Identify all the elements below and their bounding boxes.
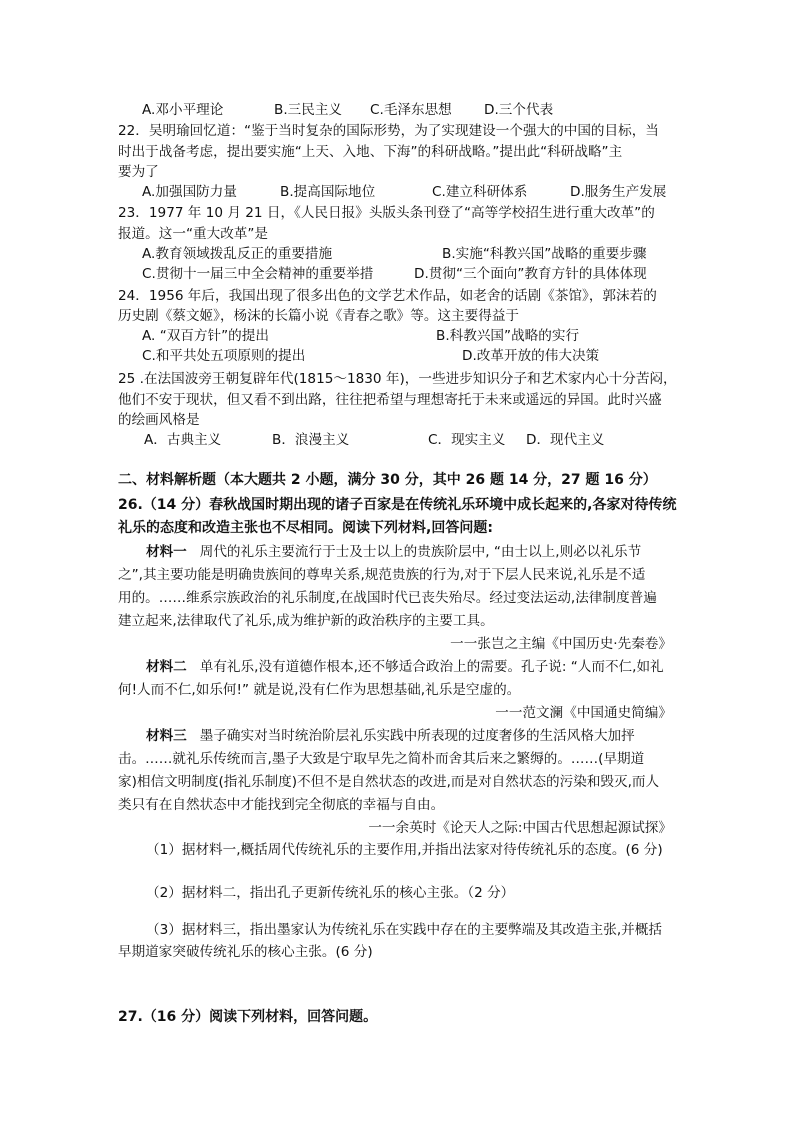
material2-line-1: 单有礼乐,没有道德作根本,还不够适合政治上的需要。孔子说: “人而不仁,如礼 xyxy=(199,659,664,675)
q22-option-c: C.建立科研体系 xyxy=(432,184,528,200)
q24-option-c: C.和平共处五项原则的提出 xyxy=(142,348,306,364)
material1-line-3: 用的。……维系宗族政治的礼乐制度,在战国时代已丧失殆尽。经过变法运动,法律制度普遍 xyxy=(118,590,657,606)
material1-line-1: 周代的礼乐主要流行于士及士以上的贵族阶层中, “由士以上,则必以礼乐节 xyxy=(199,544,642,560)
q24-option-a: A. “双百方针”的提出 xyxy=(142,328,269,344)
q25-option-a: A．古典主义 xyxy=(144,432,222,448)
q22-stem-line-1: 22．吴明瑜回忆道：“鉴于当时复杂的国际形势，为了实现建设一个强大的中国的目标，当 xyxy=(118,123,659,139)
material1-label: 材料一 xyxy=(146,544,187,560)
q25-option-b: B．浪漫主义 xyxy=(272,432,350,448)
q22-option-a: A.加强国防力量 xyxy=(142,184,237,200)
material3-line-1: 墨子确实对当时统治阶层礼乐实践中所表现的过度奢侈的生活风格大加抨 xyxy=(199,728,635,744)
material3-line-3: 家)相信文明制度(指礼乐制度)不但不是自然状态的改进,而是对自然状态的污染和毁灭,而人 xyxy=(118,774,660,790)
q22-option-d: D.服务生产发展 xyxy=(570,184,667,200)
q25-option-d: D．现代主义 xyxy=(526,432,605,448)
q23-stem-line-1: 23．1977 年 10 月 21 日，《人民日报》头版头条刊登了“高等学校招生进行重大改革”的 xyxy=(118,205,655,221)
material1-line-4: 建立起来,法律取代了礼乐,成为维护新的政治秩序的主要工具。 xyxy=(118,613,494,629)
q26-sub-question-1: （1）据材料一,概括周代传统礼乐的主要作用,并指出法家对待传统礼乐的态度。(6 分) xyxy=(146,842,663,858)
q25-option-c: C．现实主义 xyxy=(428,432,506,448)
q23-option-d: D.贯彻“三个面向”教育方针的具体体现 xyxy=(414,266,647,282)
material2-label: 材料二 xyxy=(146,659,187,675)
q25-stem-line-2: 他们不安于现状，但又看不到出路，往往把希望与理想寄托于未来或遥远的异国。此时兴盛 xyxy=(118,392,662,408)
material1-line-2: 之”,其主要功能是明确贵族间的尊卑关系,规范贵族的行为,对于下层人民来说,礼乐是不适 xyxy=(118,567,646,583)
q24-stem-line-2: 历史剧《蔡文姬》，杨沫的长篇小说《青春之歌》等。这主要得益于 xyxy=(118,308,520,324)
q23-option-b: B.实施“科教兴国”战略的重要步骤 xyxy=(442,246,647,262)
material3-line-2: 击。……就礼乐传统而言,墨子大致是宁取早先之简朴而舍其后来之繁缛的。……(早期道 xyxy=(118,751,645,767)
q23-option-a: A.教育领域拨乱反正的重要措施 xyxy=(142,246,333,262)
q25-stem-line-3: 的绘画风格是 xyxy=(118,412,200,428)
q21-option-a: A.邓小平理论 xyxy=(142,102,224,118)
q23-stem-line-2: 报道。这一“重大改革”是 xyxy=(118,226,269,242)
q22-stem-line-3: 要为了 xyxy=(118,164,159,180)
q24-option-d: D.改革开放的伟大决策 xyxy=(462,348,600,364)
q24-option-b: B.科教兴国”战略的实行 xyxy=(436,328,580,344)
q22-option-b: B.提高国际地位 xyxy=(280,184,376,200)
q25-stem-line-1: 25 .在法国波旁王朝复辟年代(1815～1830 年)，一些进步知识分子和艺术家内心十分苦闷， xyxy=(118,371,677,387)
q26-sub-question-3-line-2: 早期道家突破传统礼乐的核心主张。(6 分) xyxy=(118,944,373,960)
q22-stem-line-2: 时出于战备考虑，提出要实施“上天、入地、下海”的科研战略。”提出此“科研战略”主 xyxy=(118,144,623,160)
material1-first-line xyxy=(146,542,706,562)
section-heading: 二、材料解析题（本大题共 2 小题，满分 30 分，其中 26 题 14 分，27 题 16 分） xyxy=(118,472,657,488)
q24-stem-line-1: 24．1956 年后，我国出现了很多出色的文学艺术作品，如老舍的话剧《茶馆》，郭沫若的 xyxy=(118,288,657,304)
material2-line-2: 何!人而不仁,如乐何!” 就是说,没有仁作为思想基础,礼乐是空虚的。 xyxy=(118,682,521,698)
material3-line-4: 类只有在自然状态中才能找到完全彻底的幸福与自由。 xyxy=(118,797,445,813)
q27-heading: 27.（16 分）阅读下列材料，回答问题。 xyxy=(118,1009,378,1025)
material1-source: 一一张岂之主编《中国历史·先秦卷》 xyxy=(450,636,672,652)
q26-sub-question-2: （2）据材料二，指出孔子更新传统礼乐的核心主张。（2 分） xyxy=(146,885,515,901)
material2-first-line xyxy=(146,657,706,677)
q21-option-d: D.三个代表 xyxy=(484,102,554,118)
material3-label: 材料三 xyxy=(146,728,187,744)
material3-first-line xyxy=(146,726,706,746)
q26-intro-line-2: 礼乐的态度和改造主张也不尽相同。阅读下列材料,回答问题: xyxy=(118,520,493,536)
q23-option-c: C.贯彻十一届三中全会精神的重要举措 xyxy=(142,266,374,282)
q26-sub-question-3-line-1: （3）据材料三，指出墨家认为传统礼乐在实践中存在的主要弊端及其改造主张,并概括 xyxy=(146,922,662,938)
material3-source: 一一余英时《论天人之际:中国古代思想起源试探》 xyxy=(368,820,672,836)
q21-option-c: C.毛泽东思想 xyxy=(370,102,452,118)
q21-option-b: B.三民主义 xyxy=(274,102,343,118)
q26-intro-line-1: 26.（14 分）春秋战国时期出现的诸子百家是在传统礼乐环境中成长起来的,各家对待传统 xyxy=(118,497,677,513)
material2-source: 一一范文澜《中国通史简编》 xyxy=(495,705,672,721)
